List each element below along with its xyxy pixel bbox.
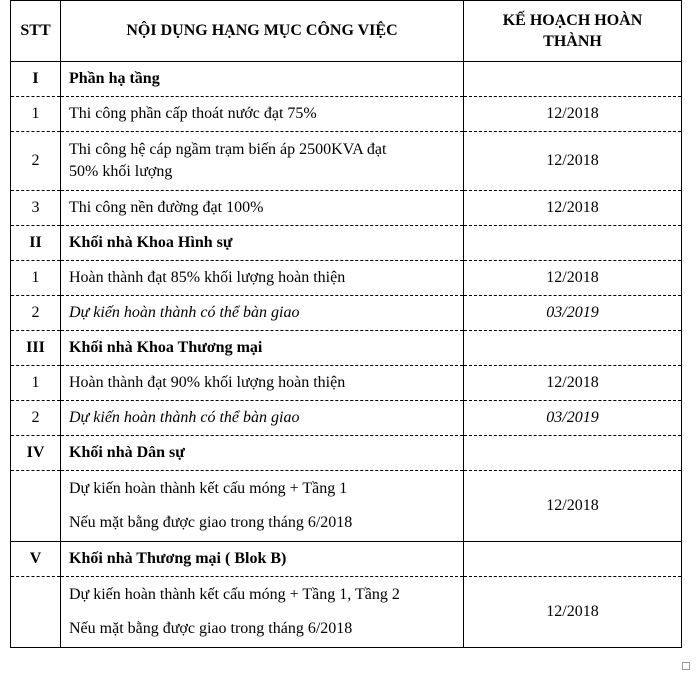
table-row: [11, 97, 682, 132]
section-title: Phần hạ tầng: [61, 62, 464, 97]
row-plan: 12/2018: [464, 132, 682, 191]
table-row: [11, 296, 682, 331]
table-row: [11, 471, 682, 542]
row-content: Thi công nền đường đạt 100%: [61, 191, 464, 226]
table-row: [11, 401, 682, 436]
row-plan: 12/2018: [464, 261, 682, 296]
table-header-row: [11, 1, 682, 62]
table-row: [11, 132, 682, 191]
section-row-infrastructure: [11, 62, 682, 97]
row-content-line2: Nếu mặt bằng được giao trong tháng 6/2018: [69, 620, 353, 637]
row-content: Dự kiến hoàn thành có thể bàn giao: [61, 401, 464, 436]
row-content: Hoàn thành đạt 90% khối lượng hoàn thiện: [61, 366, 464, 401]
row-stt: 1: [11, 261, 61, 296]
section-plan-empty: [464, 542, 682, 577]
row-content: Dự kiến hoàn thành có thể bàn giao: [61, 296, 464, 331]
row-stt-empty: [11, 471, 61, 542]
row-content: [61, 471, 464, 542]
section-plan-empty: [464, 226, 682, 261]
row-plan: 12/2018: [464, 366, 682, 401]
table-row: [11, 191, 682, 226]
header-stt: STT: [11, 1, 61, 62]
row-content: Thi công phần cấp thoát nước đạt 75%: [61, 97, 464, 132]
section-row-commerce-block: [11, 331, 682, 366]
row-plan: 03/2019: [464, 296, 682, 331]
table-row: [11, 366, 682, 401]
row-content-line2: Nếu mặt bằng được giao trong tháng 6/2018: [69, 514, 353, 531]
section-row-criminal-block: [11, 226, 682, 261]
section-stt: III: [11, 331, 61, 366]
row-stt: 1: [11, 366, 61, 401]
row-content: Hoàn thành đạt 85% khối lượng hoàn thiện: [61, 261, 464, 296]
section-title: Khối nhà Khoa Thương mại: [61, 331, 464, 366]
section-stt: II: [11, 226, 61, 261]
row-plan: 12/2018: [464, 97, 682, 132]
row-stt: 2: [11, 132, 61, 191]
section-stt: V: [11, 542, 61, 577]
section-stt: IV: [11, 436, 61, 471]
row-content: [61, 577, 464, 648]
construction-plan-table: [10, 0, 682, 648]
row-content-line1: Dự kiến hoàn thành kết cấu móng + Tầng 1: [69, 480, 348, 497]
row-plan: 12/2018: [464, 577, 682, 648]
section-title: Khối nhà Thương mại ( Blok B): [61, 542, 464, 577]
row-content-line2: 50% khối lượng: [69, 163, 173, 180]
header-plan-line1: KẾ HOẠCH HOÀN: [502, 12, 643, 29]
section-plan-empty: [464, 331, 682, 366]
header-content: NỘI DỤNG HẠNG MỤC CÔNG VIỆC: [61, 1, 464, 62]
row-content: [61, 132, 464, 191]
header-plan: [464, 1, 682, 62]
section-row-commerce-blok-b: [11, 542, 682, 577]
row-stt-empty: [11, 577, 61, 648]
row-content-line1: Dự kiến hoàn thành kết cấu móng + Tầng 1, Tầng 2: [69, 586, 400, 603]
row-stt: 2: [11, 296, 61, 331]
section-plan-empty: [464, 62, 682, 97]
table-row: [11, 261, 682, 296]
row-stt: 3: [11, 191, 61, 226]
row-stt: 2: [11, 401, 61, 436]
section-row-civil-block: [11, 436, 682, 471]
row-plan: 03/2019: [464, 401, 682, 436]
header-plan-line2: THÀNH: [543, 33, 602, 50]
row-content-line1: Thi công hệ cáp ngầm trạm biến áp 2500KVA đạt: [69, 141, 387, 158]
section-title: Khối nhà Dân sự: [61, 436, 464, 471]
section-plan-empty: [464, 436, 682, 471]
section-stt: I: [11, 62, 61, 97]
row-plan: 12/2018: [464, 191, 682, 226]
table-resize-handle[interactable]: [682, 662, 690, 670]
row-stt: 1: [11, 97, 61, 132]
row-plan: 12/2018: [464, 471, 682, 542]
table-row: [11, 577, 682, 648]
section-title: Khối nhà Khoa Hình sự: [61, 226, 464, 261]
